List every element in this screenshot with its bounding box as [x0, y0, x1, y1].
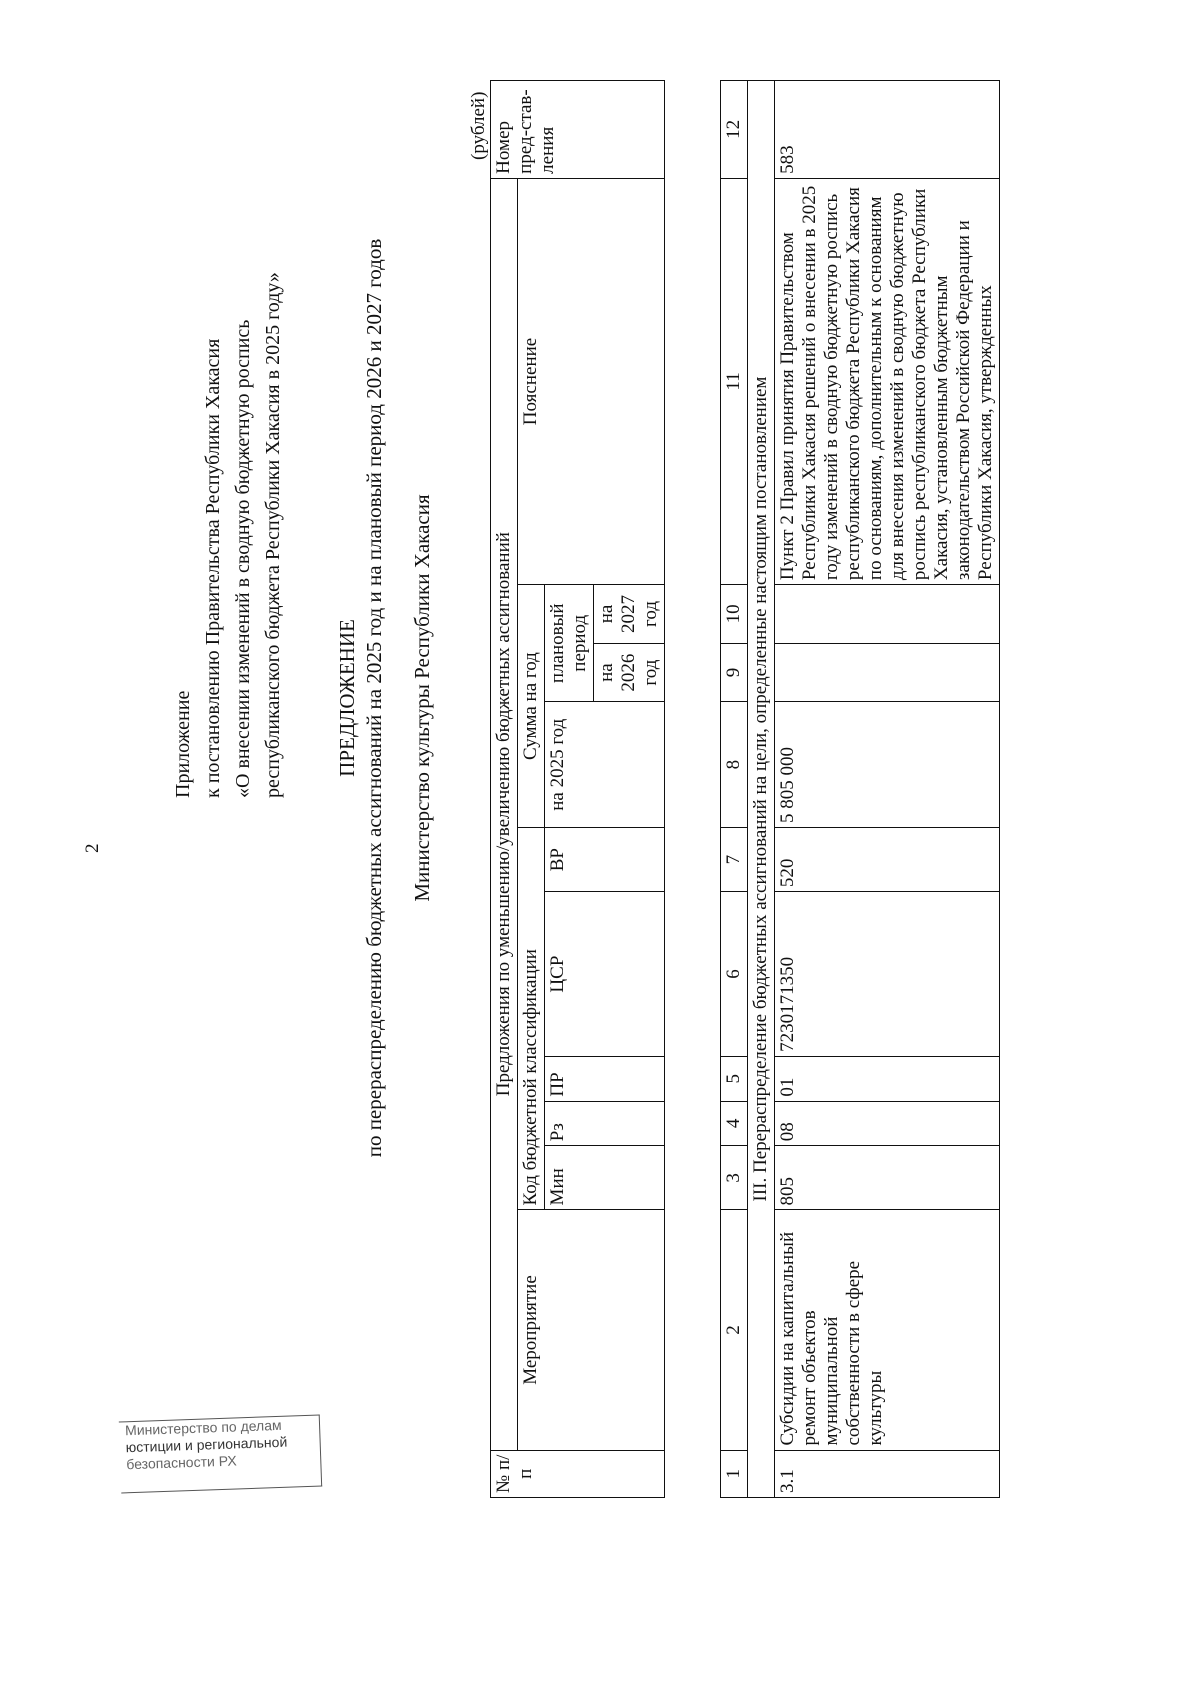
col-number: 9 [721, 643, 748, 702]
header-csr: ЦСР [545, 892, 665, 1057]
col-number: 4 [721, 1101, 748, 1146]
row-rz: 08 [775, 1101, 1000, 1146]
appendix-line: республиканского бюджета Республики Хакасия в 2025 году» [262, 272, 284, 798]
ministry-name: Министерство культуры Республики Хакасия [410, 494, 434, 902]
header-vr: ВР [545, 828, 665, 892]
registration-stamp [119, 1415, 322, 1494]
section-row [748, 81, 775, 1498]
appendix-line: Приложение [172, 690, 194, 798]
page-number: 2 [82, 843, 103, 853]
appendix-line: к постановлению Правительства Республики Хакасия [202, 338, 224, 798]
column-number-row [721, 81, 748, 1498]
col-number: 11 [721, 178, 748, 584]
header-2025: на 2025 год [545, 702, 665, 828]
col-number: 6 [721, 892, 748, 1057]
appendix-block [168, 272, 288, 798]
header-num: № п/п [491, 1450, 665, 1497]
stamp-line: Министерство по делам [124, 1416, 282, 1439]
header-group: Предложения по уменьшению/увеличению бюджетных ассигнований [491, 178, 518, 1450]
appendix-line: «О внесении изменений в сводную бюджетную роспись [232, 319, 254, 798]
table-header [490, 80, 665, 1498]
col-number: 12 [721, 81, 748, 179]
col-number: 7 [721, 827, 748, 891]
row-pr: 01 [775, 1056, 1000, 1101]
row-csr: 7230171350 [775, 892, 1000, 1057]
header-2027: на 2027 год [594, 585, 665, 644]
section-title: III. Перераспределение бюджетных ассигнований на цели, определенные настоящим постановлением [748, 81, 775, 1498]
header-ref: Номер пред-став-ления [491, 81, 665, 179]
row-2027 [775, 585, 1000, 644]
row-2026 [775, 643, 1000, 702]
row-vr: 520 [775, 827, 1000, 891]
document-title: ПРЕДЛОЖЕНИЕ [335, 619, 359, 777]
col-number: 2 [721, 1210, 748, 1450]
stamp-line: безопасности РХ [126, 1452, 237, 1473]
row-ref: 583 [775, 81, 1000, 179]
document-subtitle: по перераспределению бюджетных ассигнований на 2025 год и на плановый период 2026 и 2027 годов [362, 238, 386, 1158]
col-number: 10 [721, 585, 748, 644]
header-rz: Рз [545, 1101, 665, 1146]
header-sum-group: Сумма на год [518, 585, 545, 828]
header-code-group: Код бюджетной классификации [518, 828, 545, 1210]
row-min: 805 [775, 1146, 1000, 1210]
header-note: Пояснение [518, 178, 665, 584]
col-number: 1 [721, 1450, 748, 1497]
stamp-line: юстиции и региональной [125, 1433, 288, 1456]
header-measure: Мероприятие [518, 1210, 665, 1450]
col-number: 8 [721, 702, 748, 828]
units-label: (рублей) [468, 91, 489, 160]
col-number: 5 [721, 1056, 748, 1101]
row-measure: Субсидии на капитальный ремонт объектов муниципальной собственности в сфере культуры [775, 1210, 1000, 1450]
row-2025: 5 805 000 [775, 702, 1000, 828]
header-min: Мин [545, 1146, 665, 1210]
row-num: 3.1 [775, 1450, 1000, 1497]
table-body [720, 80, 1000, 1498]
header-2026: на 2026 год [594, 643, 665, 702]
col-number: 3 [721, 1146, 748, 1210]
table-row [775, 81, 1000, 1498]
header-pr: ПР [545, 1056, 665, 1101]
row-note: Пункт 2 Правил принятия Правительством Республики Хакасия решений о внесении в 2025 году изменений в сводную бюджетную роспись республиканского бюджета Республики Хакасия по основаниям, дополнительным к основаниям для внесения изменений в сводную бюджетную роспись республиканского бюджета Республики Хакасия, установленным бюджетным законодательством Российской Федерации и Республики Хакасия, утвержденных [775, 178, 1000, 584]
header-plan: плановый период [545, 585, 594, 702]
